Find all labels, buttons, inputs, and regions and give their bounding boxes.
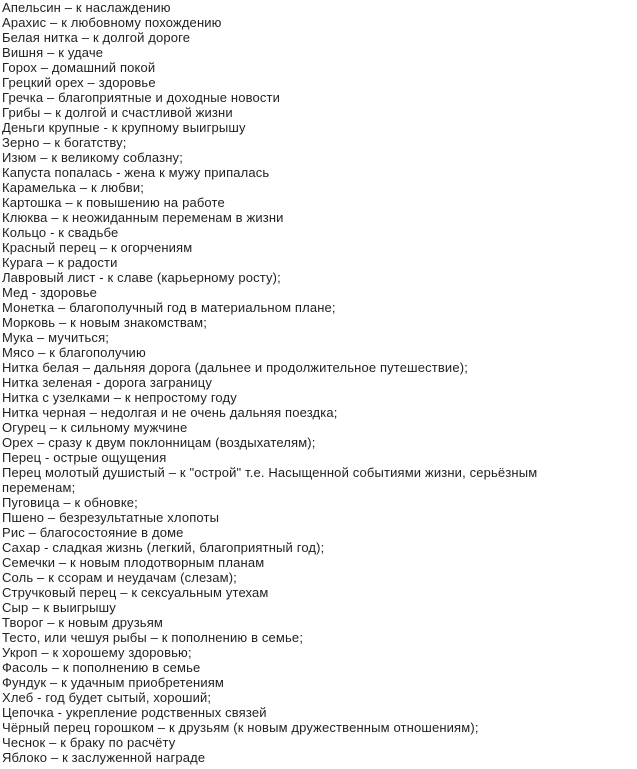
text-line: Творог – к новым друзьям [2,615,164,630]
text-line: Сахар - сладкая жизнь (легкий, благоприятный год); [2,540,325,555]
text-line: Чеснок – к браку по расчёту [2,735,176,750]
text-line: Зерно – к богатству; [2,135,127,150]
text-line: Тесто, или чешуя рыбы – к пополнению в семье; [2,630,304,645]
text-line: Мед - здоровье [2,285,98,300]
text-line: Апельсин – к наслаждению [2,0,171,15]
text-line: Соль – к ссорам и неудачам (слезам); [2,570,237,585]
text-line: Мука – мучиться; [2,330,110,345]
text-line: Грибы – к долгой и счастливой жизни [2,105,233,120]
text-line: Монетка – благополучный год в материальном плане; [2,300,336,315]
text-line: Грецкий орех – здоровье [2,75,156,90]
text-line: Яблоко – к заслуженной награде [2,750,206,765]
text-line: Морковь – к новым знакомствам; [2,315,208,330]
text-line: Пуговица – к обновке; [2,495,138,510]
text-line: Капуста попалась - жена к мужу припалась [2,165,270,180]
text-line: Орех – сразу к двум поклонницам (воздыхателям); [2,435,316,450]
text-line: Пшено – безрезультатные хлопоты [2,510,220,525]
text-line: Хлеб - год будет сытый, хороший; [2,690,212,705]
text-line: Нитка с узелками – к непростому году [2,390,237,405]
text-line: Изюм – к великому соблазну; [2,150,183,165]
text-line: Клюква – к неожиданным переменам в жизни [2,210,284,225]
text-line: Арахис – к любовному похождению [2,15,222,30]
text-line: Огурец – к сильному мужчине [2,420,188,435]
text-line: переменам; [2,480,76,495]
text-line: Стручковый перец – к сексуальным утехам [2,585,269,600]
text-line: Кольцо - к свадьбе [2,225,119,240]
text-line: Гречка – благоприятные и доходные новости [2,90,281,105]
text-line: Рис – благосостояние в доме [2,525,184,540]
text-line: Цепочка - укрепление родственных связей [2,705,267,720]
text-line: Перец - острые ощущения [2,450,167,465]
text-line: Картошка – к повышению на работе [2,195,225,210]
text-line: Белая нитка – к долгой дороге [2,30,191,45]
text-line: Фасоль – к пополнению в семье [2,660,201,675]
text-line: Нитка зеленая - дорога заграницу [2,375,213,390]
text-line: Фундук – к удачным приобретениям [2,675,225,690]
text-line: Перец молотый душистый – к "острой" т.е. Насыщенной событиями жизни, серьёзным [2,465,538,480]
text-line: Курага – к радости [2,255,118,270]
text-line: Вишня – к удаче [2,45,104,60]
text-line: Деньги крупные - к крупному выигрышу [2,120,246,135]
text-line: Красный перец – к огорчениям [2,240,193,255]
text-line: Горох – домашний покой [2,60,156,75]
text-line: Укроп – к хорошему здоровью; [2,645,192,660]
text-line: Нитка белая – дальняя дорога (дальнее и продолжительное путешествие); [2,360,468,375]
text-line: Сыр – к выигрышу [2,600,116,615]
text-line: Карамелька – к любви; [2,180,145,195]
text-line: Нитка черная – недолгая и не очень дальняя поездка; [2,405,338,420]
text-line: Семечки – к новым плодотворным планам [2,555,265,570]
text-line: Мясо – к благополучию [2,345,146,360]
text-line: Чёрный перец горошком – к друзьям (к новым дружественным отношениям); [2,720,479,735]
text-line: Лавровый лист - к славе (карьерному росту); [2,270,281,285]
